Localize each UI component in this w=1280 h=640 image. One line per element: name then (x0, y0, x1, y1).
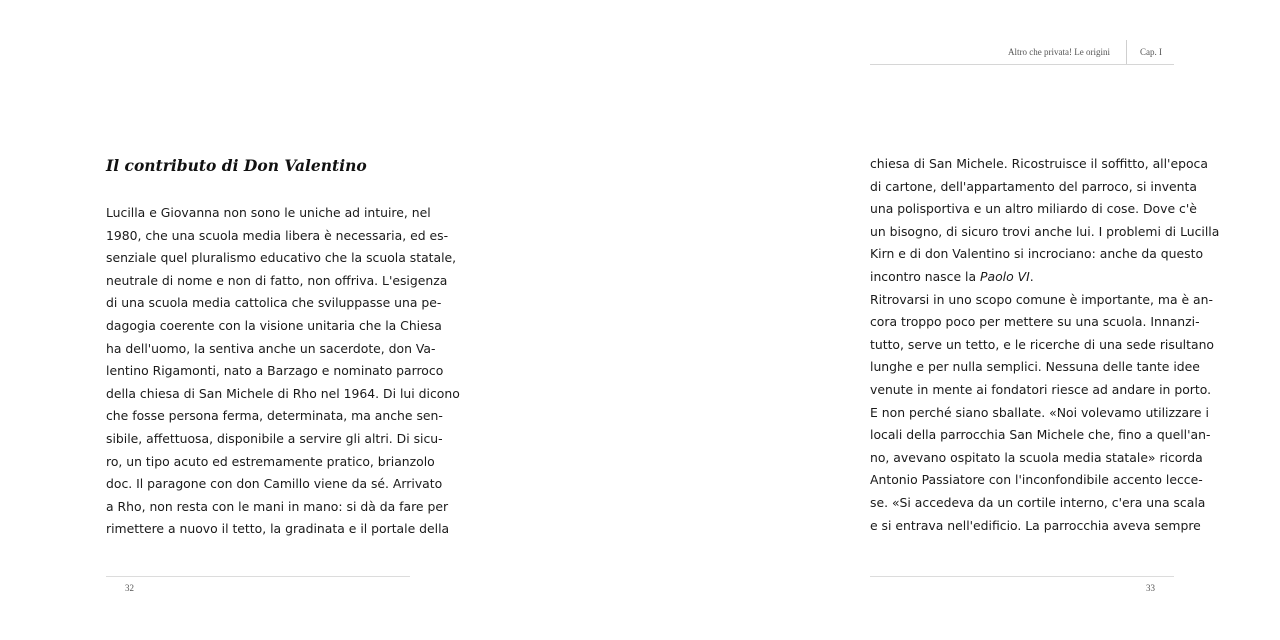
text-segment: E non perché siano sballate. «Noi volevamo utilizzare i (870, 404, 1209, 420)
chapter-label: Cap. I (1140, 47, 1162, 57)
text-line (870, 153, 1208, 176)
text-line: lentino Rigamonti, nato a Barzago e nominato parroco (106, 363, 444, 379)
text-segment: Ritrovarsi in uno scopo comune è importante, ma è an- (870, 291, 1213, 307)
page-number-right: 33 (1146, 583, 1155, 593)
footer-rule (106, 576, 410, 577)
text-line: senziale quel pluralismo educativo che la scuola statale, (106, 250, 457, 266)
text-segment: se. «Si accedeva da un cortile interno, c'era una scala (870, 494, 1206, 510)
text-line (870, 243, 1204, 266)
text-line (870, 515, 1201, 538)
text-segment: Kirn e di don Valentino si incrociano: anche da questo (870, 246, 1204, 262)
text-line: dagogia coerente con la visione unitaria che la Chiesa (106, 317, 442, 333)
text-line (870, 311, 1200, 334)
footer-rule (870, 576, 1174, 577)
text-line: della chiesa di San Michele di Rho nel 1964. Di lui dicono (106, 385, 460, 401)
text-segment: tutto, serve un tetto, e le ricerche di una sede risultano (870, 336, 1215, 352)
text-line: 1980, che una scuola media libera è necessaria, ed es- (106, 227, 449, 243)
right-body-text (870, 153, 1220, 537)
left-body-text (106, 202, 460, 541)
text-segment: un bisogno, di sicuro trovi anche lui. I problemi di Lucilla (870, 223, 1220, 239)
text-segment: Antonio Passiatore con l'inconfondibile accento lecce- (870, 472, 1203, 488)
text-line (870, 289, 1213, 312)
text-line: neutrale di nome e non di fatto, non offriva. L'esigenza (106, 272, 448, 288)
text-line: ro, un tipo acuto ed estremamente pratico, brianzolo (106, 453, 435, 469)
text-line: rimettere a nuovo il tetto, la gradinata e il portale della (106, 521, 450, 537)
text-line: Lucilla e Giovanna non sono le uniche ad intuire, nel (106, 205, 431, 220)
text-line: a Rho, non resta con le mani in mano: si dà da fare per (106, 498, 449, 514)
section-title: Il contributo di Don Valentino (106, 156, 367, 175)
text-line (870, 221, 1220, 244)
text-line (870, 469, 1203, 492)
right-page (640, 0, 1280, 640)
text-line (870, 424, 1211, 447)
text-segment: lunghe e per nulla semplici. Nessuna delle tante idee (870, 359, 1200, 375)
text-segment: cora troppo poco per mettere su una scuola. Innanzi- (870, 314, 1200, 330)
text-line (870, 266, 1174, 289)
text-line (870, 492, 1206, 515)
text-line: sibile, affettuosa, disponibile a servire gli altri. Di sicu- (106, 430, 443, 446)
text-segment: locali della parrocchia San Michele che, fino a quell'an- (870, 427, 1211, 443)
text-segment: e si entrava nell'edificio. La parrocchia aveva sempre (870, 517, 1201, 533)
text-segment: venute in mente ai fondatori riesce ad andare in porto. (870, 381, 1212, 397)
text-line (870, 198, 1197, 221)
text-segment: chiesa di San Michele. Ricostruisce il soffitto, all'epoca (870, 156, 1208, 171)
text-line (870, 176, 1197, 199)
text-line: doc. Il paragone con don Camillo viene da sé. Arrivato (106, 476, 443, 492)
text-line: che fosse persona ferma, determinata, ma anche sen- (106, 408, 443, 424)
header-divider (1126, 40, 1127, 64)
text-segment: una polisportiva e un altro miliardo di cose. Dove c'è (870, 201, 1197, 217)
page-number-left: 32 (125, 583, 134, 593)
text-line: ha dell'uomo, la sentiva anche un sacerdote, don Va- (106, 340, 436, 356)
text-segment: no, avevano ospitato la scuola media statale» ricorda (870, 449, 1203, 465)
text-line (870, 334, 1215, 357)
text-line: di una scuola media cattolica che sviluppasse una pe- (106, 295, 442, 311)
text-line (870, 356, 1200, 379)
text-line (870, 379, 1212, 402)
running-header (870, 40, 1174, 65)
text-segment: di cartone, dell'appartamento del parroco, si inventa (870, 178, 1197, 194)
text-segment: . (1029, 268, 1034, 284)
italic-name: Paolo VI (980, 268, 1030, 284)
running-title: Altro che privata! Le origini (1008, 47, 1110, 57)
text-line (870, 447, 1203, 470)
text-line (870, 402, 1209, 425)
text-segment: incontro nasce la (870, 268, 980, 284)
